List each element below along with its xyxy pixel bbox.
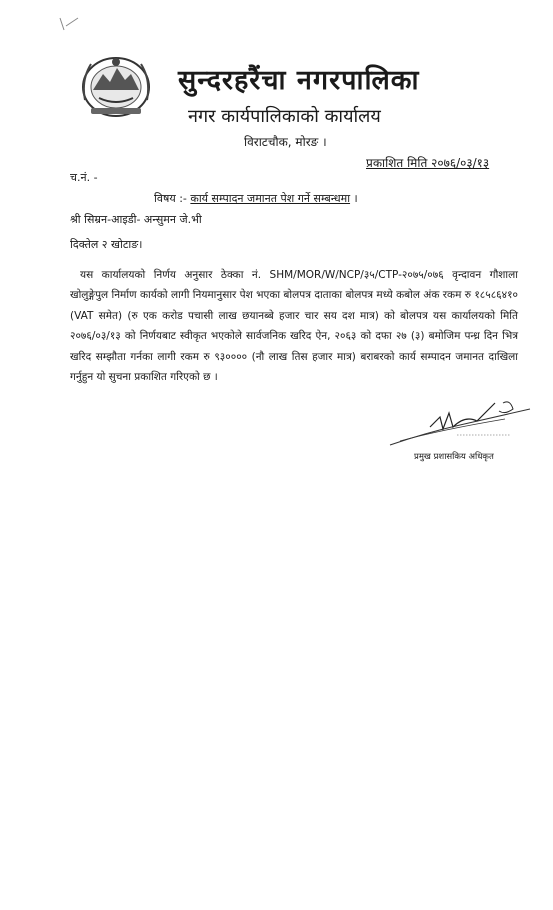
subject-end: । — [353, 192, 358, 205]
recipient-name: श्री सिम्रन-आइडी- अन्सुमन जे.भी — [70, 213, 202, 226]
subject-label: विषय :- — [154, 192, 187, 205]
recipient-address: दिक्तेल २ खोटाङ। — [70, 238, 143, 251]
publish-date: प्रकाशित मिति २०७६/०३/१३ — [366, 156, 490, 170]
office-subtitle: नगर कार्यपालिकाको कार्यालय — [188, 106, 381, 127]
office-address: विराटचौक, मोरङ । — [244, 135, 327, 149]
reference-number: च.नं. - — [70, 171, 98, 184]
municipality-title: सुन्दरहरैंचा नगरपालिका — [178, 65, 420, 96]
signature-mark — [385, 395, 535, 450]
notice-body: यस कार्यालयको निर्णय अनुसार ठेक्का नं. SHM/MOR/W/NCP/३५/CTP-२०७५/०७६ वृन्दावन गौशाला खोलुङ्गेपुल निर्माण कार्यको लागी नियमानुसार पेश भएका बोलपत्र दाताका बोलपत्र मध्ये कबोल अंक रकम रु १८५८६४१० (VAT समेत) (रु एक करोड पचासी लाख छयानब्बे हजार चार सय दश मात्र) को बोलपत्र यस कार्यालयको मिति २०७६/०३/१३ को निर्णयबाट स्वीकृत भएकोले सार्वजनिक खरिद ऐन, २०६३ को दफा २७ (३) बमोजिम पन्ध्र दिन भित्र खरिद सम्झौता गर्नका लागी रकम रु ९३०००० (नौ लाख तिस हजार मात्र) बराबरको कार्य सम्पादन जमानत दाखिला गर्नुहुन यो सुचना प्रकाशित गरिएको छ । — [70, 269, 519, 384]
subject-line — [154, 191, 358, 206]
signatory-title: प्रमुख प्रशासकिय अधिकृत — [414, 452, 494, 462]
corner-pen-mark — [58, 16, 80, 32]
subject-text: कार्य सम्पादन जमानत पेश गर्ने सम्बन्धमा — [190, 192, 351, 205]
nepal-emblem-logo — [77, 50, 155, 120]
